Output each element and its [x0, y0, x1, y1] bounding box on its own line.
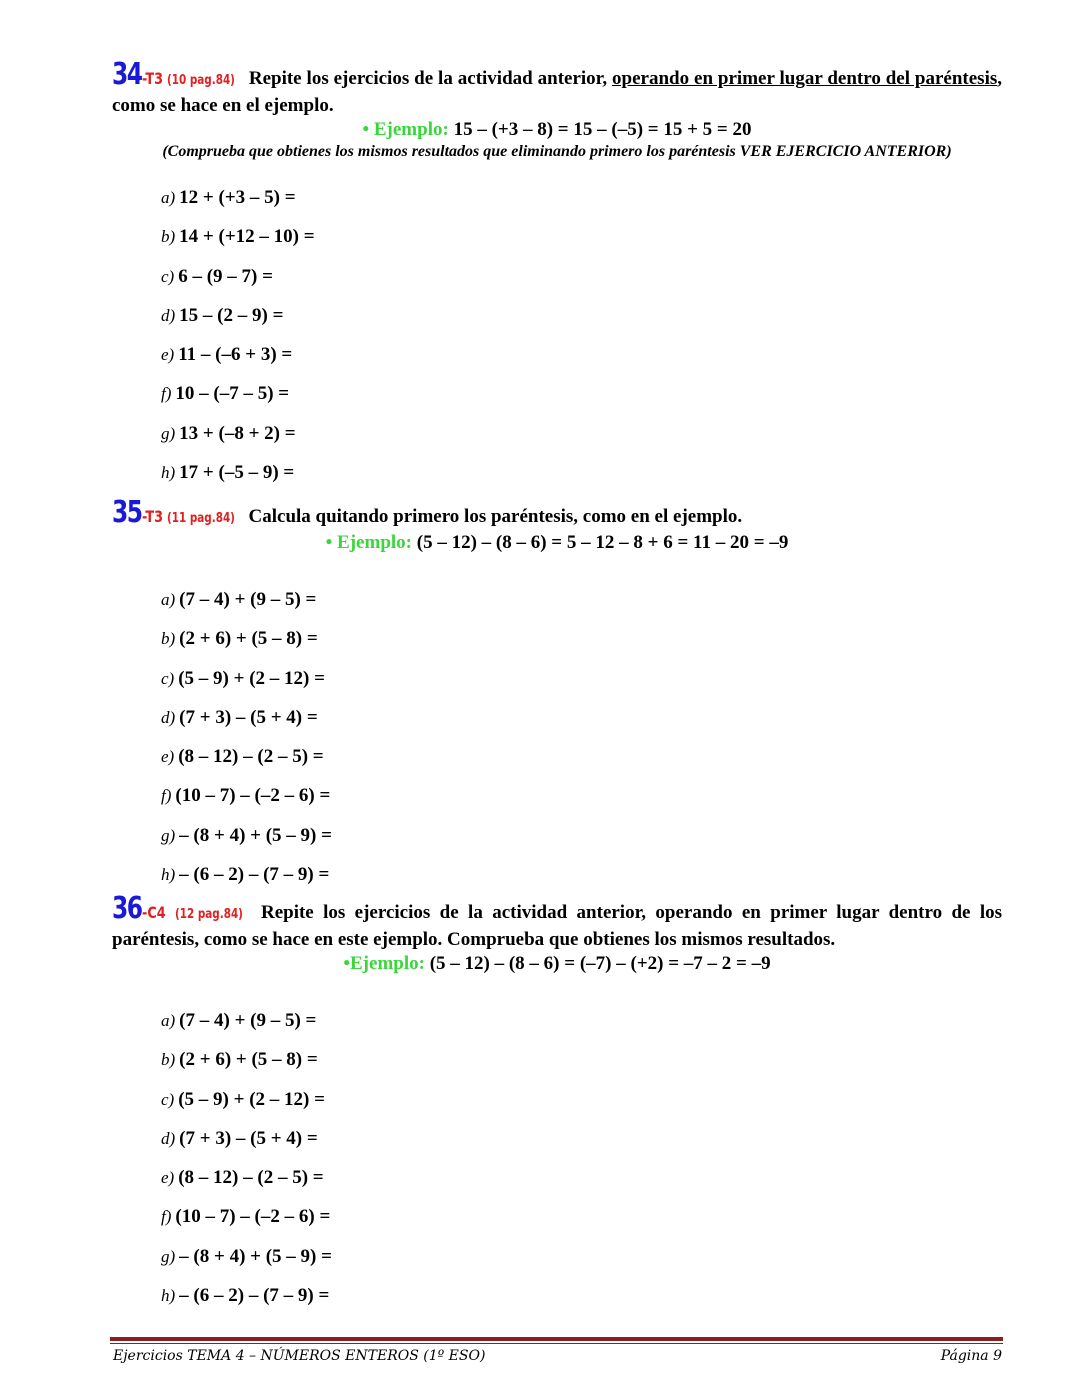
item-list [112, 580, 1002, 894]
list-item: h) 17 + (–5 – 9) = [161, 462, 295, 484]
list-item: b) (2 + 6) + (5 – 8) = [161, 1049, 318, 1071]
example-line [112, 531, 1002, 554]
exercise-heading [112, 891, 1003, 952]
check-note: (Comprueba que obtienes los mismos resultados que eliminando primero los paréntesis VER EJERCICIO ANTERIOR) [162, 143, 952, 160]
example-label: •Ejemplo: [343, 953, 425, 974]
exercise-34 [112, 57, 1003, 500]
list-item: e) (8 – 12) – (2 – 5) = [161, 746, 324, 768]
worksheet-page [112, 57, 1003, 1315]
item-list [112, 178, 1002, 492]
list-item: e) (8 – 12) – (2 – 5) = [161, 1167, 324, 1189]
list-item: a) 12 + (+3 – 5) = [161, 187, 296, 208]
list-item: g) 13 + (–8 + 2) = [161, 422, 296, 444]
list-item: f) 10 – (–7 – 5) = [161, 383, 290, 405]
exercise-heading [112, 57, 1003, 118]
exercise-35 [112, 495, 1002, 896]
textbook-reference: (10 pag.84) [167, 73, 235, 88]
exercise-number: 36 [112, 891, 142, 926]
list-item: f) (10 – 7) – (–2 – 6) = [161, 785, 331, 807]
instruction-text-end: , como se hace en el ejemplo. [112, 68, 1003, 116]
list-item: f) (10 – 7) – (–2 – 6) = [161, 1206, 331, 1228]
exercise-36 [112, 891, 1003, 1315]
list-item: h) – (6 – 2) – (7 – 9) = [161, 1285, 330, 1307]
list-item: g) – (8 + 4) + (5 – 9) = [161, 824, 332, 846]
textbook-reference: (12 pag.84) [174, 907, 243, 922]
textbook-reference: (11 pag.84) [166, 511, 235, 526]
exercise-code: -C4 [141, 903, 166, 922]
exercise-number: 34 [112, 57, 142, 92]
instruction-text: Repite los ejercicios de la actividad anterior, operando en primer lugar dentro de los paréntesis, como se hace en este ejemplo. Comprueba que obtienes los mismos resultados. [112, 902, 1003, 950]
item-list [112, 1001, 1002, 1315]
list-item: e) 11 – (–6 + 3) = [161, 344, 293, 366]
list-item: c) (5 – 9) + (2 – 12) = [161, 1088, 325, 1110]
page-number: Página 9 [940, 1348, 1002, 1364]
list-item: b) (2 + 6) + (5 – 8) = [161, 628, 318, 650]
list-item: c) (5 – 9) + (2 – 12) = [161, 667, 325, 689]
example-line [112, 118, 1002, 141]
example-expression: (5 – 12) – (8 – 6) = 5 – 12 – 8 + 6 = 11 – 20 = –9 [416, 532, 789, 553]
exercise-heading [112, 495, 1002, 531]
instruction-text: Calcula quitando primero los paréntesis, como en el ejemplo. [248, 506, 743, 527]
list-item: d) (7 + 3) – (5 + 4) = [161, 1127, 318, 1149]
list-item: d) (7 + 3) – (5 + 4) = [161, 706, 318, 728]
footer-title: Ejercicios TEMA 4 – NÚMEROS ENTEROS (1º ESO) [113, 1348, 486, 1364]
list-item: c) 6 – (9 – 7) = [161, 265, 273, 287]
list-item: h) – (6 – 2) – (7 – 9) = [161, 864, 330, 886]
footer-divider [110, 1337, 1003, 1341]
instruction-text: Repite los ejercicios de la actividad anterior, [248, 68, 608, 89]
list-item: b) 14 + (+12 – 10) = [161, 226, 315, 248]
list-item: a) (7 – 4) + (9 – 5) = [161, 589, 317, 610]
instruction-underlined: operando en primer lugar dentro del paréntesis [612, 68, 998, 89]
list-item: g) – (8 + 4) + (5 – 9) = [161, 1245, 332, 1267]
exercise-code: -T3 [141, 507, 163, 526]
example-line [112, 952, 1002, 975]
example-label: • Ejemplo: [362, 119, 449, 140]
list-item: a) (7 – 4) + (9 – 5) = [161, 1010, 317, 1031]
exercise-code: -T3 [141, 69, 163, 88]
example-label: • Ejemplo: [325, 532, 412, 553]
list-item: d) 15 – (2 – 9) = [161, 304, 284, 326]
example-expression: 15 – (+3 – 8) = 15 – (–5) = 15 + 5 = 20 [453, 119, 752, 140]
exercise-number: 35 [112, 495, 142, 530]
footer-divider-thin [110, 1343, 1003, 1344]
example-expression: (5 – 12) – (8 – 6) = (–7) – (+2) = –7 – 2 = –9 [429, 953, 771, 974]
